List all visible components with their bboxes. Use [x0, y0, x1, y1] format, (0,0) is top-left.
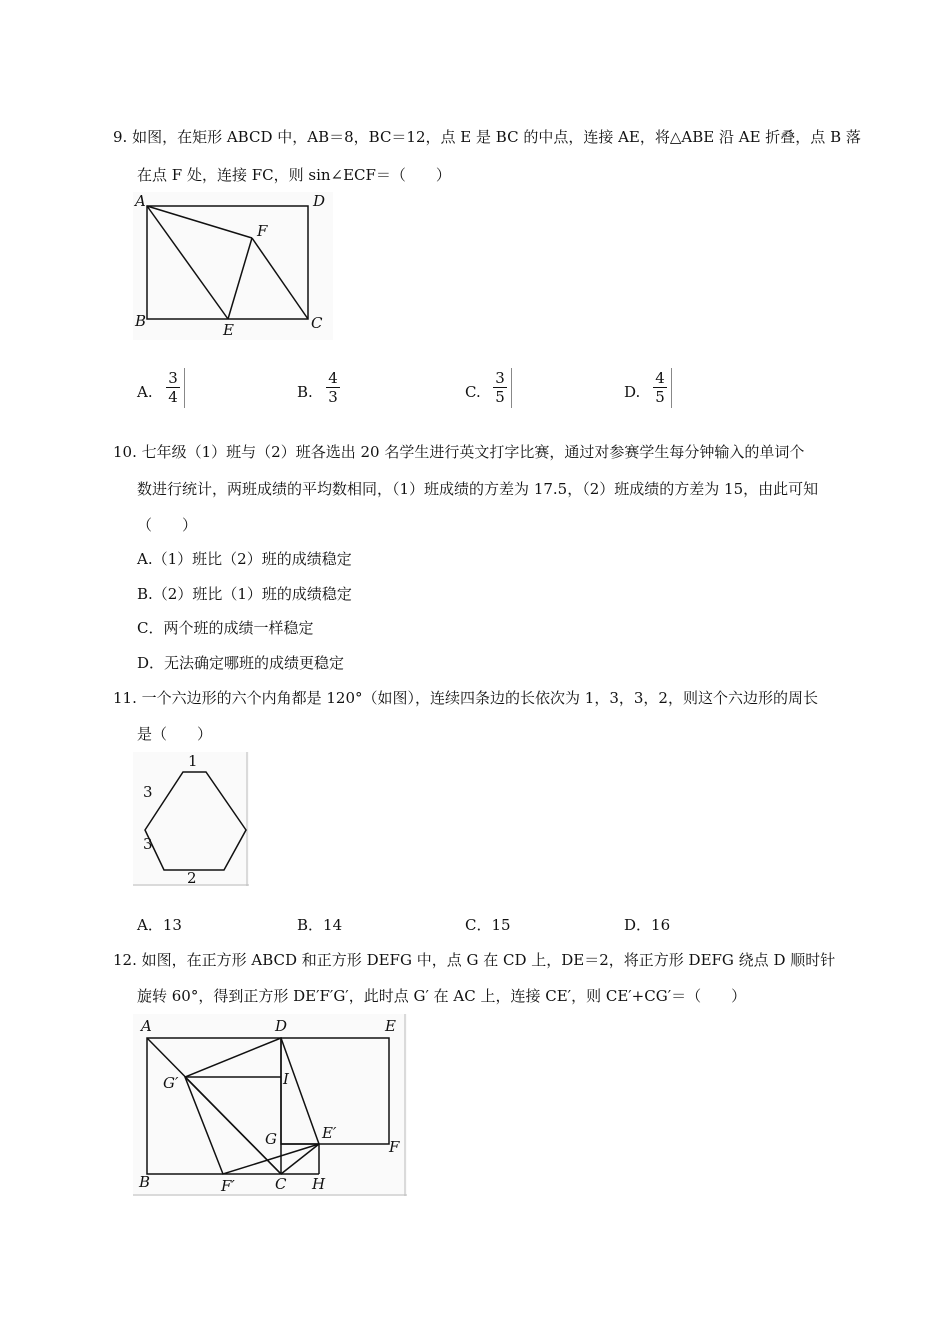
q10-line3: （ ） — [137, 516, 198, 534]
q9-figure-bg — [133, 192, 333, 340]
fraction-bar — [671, 368, 672, 408]
q9-option-d-letter: D. — [624, 383, 641, 401]
label-g-prime: G′ — [163, 1074, 179, 1092]
label-a: A — [135, 192, 146, 210]
q9-option-b-numerator: 4 — [326, 369, 340, 388]
label-f: F — [389, 1138, 400, 1156]
label-d: D — [313, 192, 326, 210]
q11-option-c: C．15 — [465, 916, 511, 934]
label-side-2: 2 — [187, 869, 197, 886]
q10-option-c: C．两个班的成绩一样稳定 — [137, 619, 314, 637]
q11-option-a: A．13 — [137, 916, 182, 934]
q9-option-c-fraction — [493, 369, 507, 406]
q12-line2: 旋转 60°，得到正方形 DE′F′G′，此时点 G′ 在 AC 上，连接 CE′，则 CE′+CG′＝（ ） — [137, 987, 747, 1005]
q12-figure-bg — [133, 1014, 407, 1196]
q10-option-d: D．无法确定哪班的成绩更稳定 — [137, 654, 345, 672]
label-f: F — [257, 222, 268, 240]
label-h: H — [312, 1175, 326, 1193]
q9-option-c-numerator: 3 — [493, 369, 507, 388]
q9-option-d-numerator: 4 — [653, 369, 667, 388]
q9-option-b-fraction — [326, 369, 340, 406]
label-a: A — [141, 1017, 152, 1035]
q11-option-b: B．14 — [297, 916, 343, 934]
q9-option-c-letter: C. — [465, 383, 481, 401]
q9-option-c-denominator: 5 — [495, 388, 505, 406]
label-g: G — [265, 1130, 277, 1148]
q10-option-a: A.（1）班比（2）班的成绩稳定 — [137, 550, 352, 568]
label-side-3b: 3 — [143, 835, 153, 853]
label-d: D — [275, 1017, 288, 1035]
q11-figure — [133, 752, 249, 886]
q9-option-a-fraction — [166, 369, 180, 406]
q9-line2: 在点 F 处，连接 FC，则 sin∠ECF＝（ ） — [137, 166, 451, 184]
q12-line1: 12. 如图，在正方形 ABCD 和正方形 DEFG 中，点 G 在 CD 上，DE＝2，将正方形 DEFG 绕点 D 顺时针 — [113, 951, 836, 969]
label-i: I — [283, 1070, 289, 1088]
q9-figure — [133, 192, 333, 340]
q9-option-a-numerator: 3 — [166, 369, 180, 388]
label-b: B — [135, 312, 147, 330]
fraction-bar — [184, 368, 185, 408]
label-side-1: 1 — [188, 752, 198, 770]
label-c: C — [275, 1175, 287, 1193]
q9-option-d-denominator: 5 — [655, 388, 665, 406]
label-c: C — [311, 314, 323, 332]
label-b: B — [139, 1173, 151, 1191]
label-e: E — [223, 321, 234, 339]
q10-line1: 10. 七年级（1）班与（2）班各选出 20 名学生进行英文打字比赛，通过对参赛学生每分钟输入的单词个 — [113, 443, 805, 461]
label-side-3a: 3 — [143, 783, 153, 801]
q12-figure — [133, 1014, 407, 1196]
label-f-prime: F′ — [221, 1177, 235, 1195]
q9-option-a-denominator: 4 — [168, 388, 178, 406]
q10-line2: 数进行统计，两班成绩的平均数相同，（1）班成绩的方差为 17.5，（2）班成绩的方差为 15，由此可知 — [137, 480, 819, 498]
q9-option-a-letter: A. — [137, 383, 153, 401]
q9-line1: 9. 如图，在矩形 ABCD 中，AB＝8，BC＝12，点 E 是 BC 的中点，连接 AE，将△ABE 沿 AE 折叠，点 B 落 — [113, 128, 861, 146]
q11-line2: 是（ ） — [137, 725, 213, 743]
label-e-prime: E′ — [322, 1124, 337, 1142]
q9-option-b-letter: B. — [297, 383, 313, 401]
q10-option-b: B.（2）班比（1）班的成绩稳定 — [137, 585, 352, 603]
q11-option-d: D．16 — [624, 916, 671, 934]
q9-option-b-denominator: 3 — [328, 388, 338, 406]
fraction-bar — [511, 368, 512, 408]
q11-line1: 11. 一个六边形的六个内角都是 120°（如图），连续四条边的长依次为 1，3，3，2，则这个六边形的周长 — [113, 689, 818, 707]
q9-option-d-fraction — [653, 369, 667, 406]
label-e: E — [385, 1017, 396, 1035]
